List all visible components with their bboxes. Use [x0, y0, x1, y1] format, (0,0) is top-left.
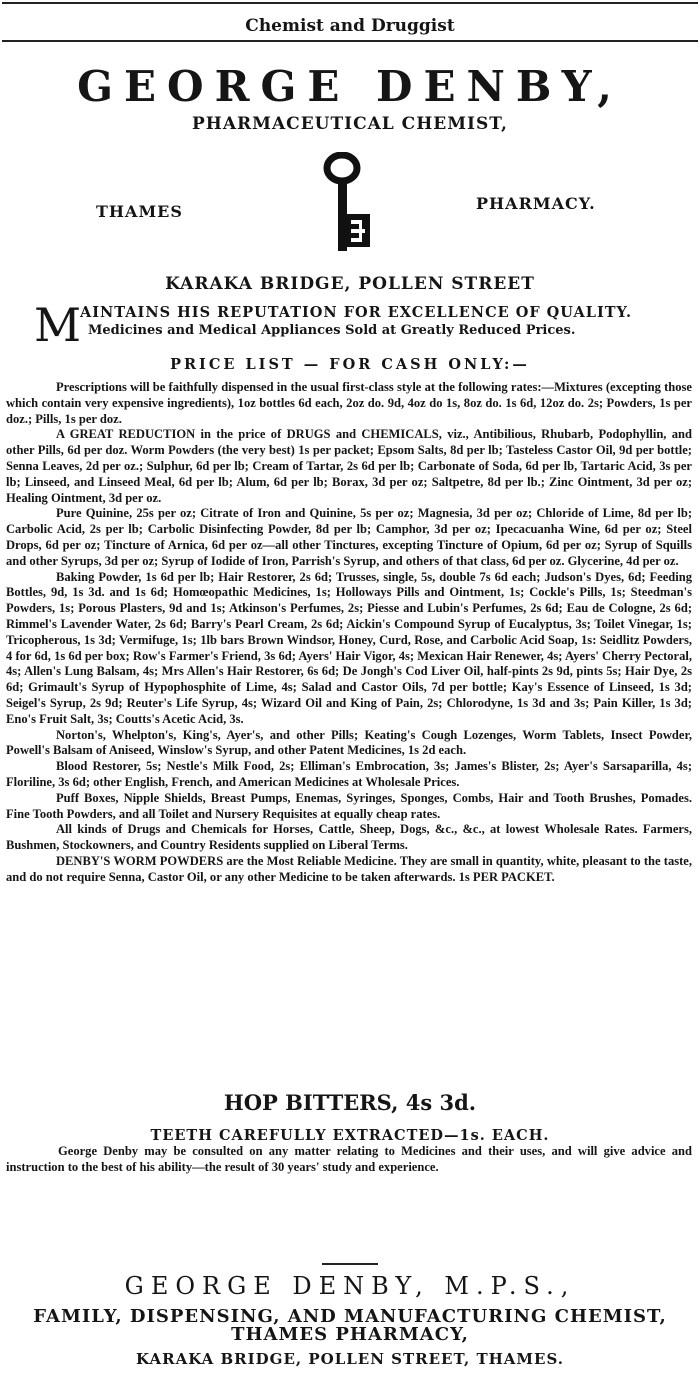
paragraph-reduction: A GREAT REDUCTION in the price of DRUGS and CHEMICALS, viz., Antibilious, Rhubarb, Podophyllin, and other Pills, 6d per doz. Worm Powders (the very best) 1s per packet; Epsom Salts, 8d per lb; Tasteless Castor Oil, 9d per bottle; Senna Leaves, 2d per oz.; Sulphur, 6d per lb; Cream of Tartar, 2s 6d per lb; Carbonate of Soda, 6d per lb, Tartaric Acid, 3s per lb; Linseed, and Linseed Meal, 6d per lb; Alum, 6d per lb; Borax, 3d per oz; Saltpetre, 8d per lb.; Zinc Ointment, 3d per oz; Healing Ointment, 3d per oz.	[6, 427, 692, 505]
header-rule	[2, 40, 698, 42]
paragraph-quinine: Pure Quinine, 25s per oz; Citrate of Iron and Quinine, 5s per oz; Magnesia, 3d per oz; Chloride of Lime, 8d per lb; Carbolic Acid, 2s per lb; Carbolic Disinfecting Powder, 8d per lb; Camphor, 3d per oz; Ipecacuanha Wine, 6d per oz; Steel Drops, 6d per oz; Tincture of Arnica, 6d per oz—all other Tinctures, excepting Tincture of Opium, 6d per oz; Syrup of Squills and other Syrups, 3d per oz; Syrup of Iodide of Iron, Parrish's Syrup, and others of that class, 6d per oz. Glycerine, 4d per oz.	[6, 506, 692, 568]
drop-cap: M	[34, 298, 82, 352]
price-list-body	[6, 380, 692, 886]
page-header-title: Chemist and Druggist	[245, 16, 455, 36]
consultation-paragraph	[6, 1144, 692, 1176]
paragraph-pills: Norton's, Whelpton's, King's, Ayer's, and other Pills; Keating's Cough Lozenges, Worm Tablets, Insect Powder, Powell's Balsam of Aniseed, Winslow's Syrup, and other Patent Medicines, 1s 2d each.	[6, 727, 692, 758]
address-heading: KARAKA BRIDGE, POLLEN STREET	[165, 274, 535, 294]
price-list-heading: PRICE LIST — FOR CASH ONLY:—	[170, 356, 530, 373]
paragraph-wholesale: All kinds of Drugs and Chemicals for Horses, Cattle, Sheep, Dogs, &c., &c., at lowest Wholesale Rates. Farmers, Bushmen, Stockowners, and Country Residents supplied on Liberal Terms.	[6, 822, 692, 853]
teeth-extraction-line: TEETH CAREFULLY EXTRACTED—1s. EACH.	[150, 1127, 550, 1144]
key-icon	[315, 152, 395, 256]
advertiser-name: GEORGE DENBY,	[77, 62, 623, 111]
paragraph-worm-powders: DENBY'S WORM POWDERS are the Most Reliable Medicine. They are small in quantity, white, pleasant to the taste, and do not require Senna, Castor Oil, or any other Medicine to be taken afterwards. 1s PER PACKET.	[6, 853, 692, 884]
paragraph-baking-powder: Baking Powder, 1s 6d per lb; Hair Restorer, 2s 6d; Trusses, single, 5s, double 7s 6d each; Judson's Dyes, 6d; Feeding Bottles, 9d, 1s 3d. and 1s 6d; Homœopathic Medicines, 1s; Holloways Pills and Ointment, 1s; Cockle's Pills, 1s; Steedman's Powders, 1s; Porous Plasters, 9d and 1s; Atkinson's Perfumes, 2s; Piesse and Lubin's Perfumes, 2s 6d; Eau de Cologne, 2s 6d; Rimmel's Lavender Water, 2s 6d; Barry's Pearl Cream, 2s 6d; Aickin's Compound Syrup of Eucalyptus, 3s; Toilet Vinegar, 1s; Tricopherous, 1s 3d; Vermifuge, 1s; 1lb bars Brown Windsor, Honey, Curd, Rose, and Carbolic Acid Soap, 1s: Seidlitz Powders, 4 for 6d, 1s 6d per box; Row's Farmer's Friend, 3s 6d; Ayers' Hair Vigor, 4s; Mexican Hair Renewer, 4s; Ayers' Cherry Pectoral, 4s; Allen's Lung Balsam, 4s; Mrs Allen's Hair Restorer, 6s 6d; De Jongh's Cod Liver Oil, half-pints 2s 9d, pints 5s; Hair Dye, 2s 6d; Grimault's Syrup of Hypophosphite of Lime, 4s; Salad and Castor Oils, 7d per bottle; Kay's Essence of Linseed, 1s 3d; Seigel's Syrup, 2s 9d; Reuter's Life Syrup, 4s; Wizard Oil and King of Pain, 2s; Chlorodyne, 1s 3d and 3s; Pain Killer, 1s 3d; Eno's Fruit Salt, 3s; Coutts's Acetic Acid, 3s.	[6, 569, 692, 726]
reduced-prices-line: Medicines and Medical Appliances Sold at Greatly Reduced Prices.	[88, 323, 576, 338]
top-rule	[2, 2, 698, 4]
footer-divider	[322, 1263, 378, 1265]
footer-line-pharmacy: THAMES PHARMACY,	[231, 1324, 469, 1345]
reputation-line: AINTAINS HIS REPUTATION FOR EXCELLENCE OF QUALITY.	[80, 304, 633, 321]
hop-bitters-line: HOP BITTERS, 4s 3d.	[223, 1090, 477, 1115]
profession-title: PHARMACEUTICAL CHEMIST,	[192, 114, 508, 134]
footer-name: GEORGE DENBY, M.P.S.,	[124, 1272, 576, 1300]
paragraph-toilet-requisites: Puff Boxes, Nipple Shields, Breast Pumps, Enemas, Syringes, Sponges, Combs, Hair and Tooth Brushes, Pomades. Fine Tooth Powders, and all Toilet and Nursery Requisites at equally cheap rates.	[6, 790, 692, 821]
pharmacy-word: PHARMACY.	[476, 194, 596, 213]
footer-line-address: KARAKA BRIDGE, POLLEN STREET, THAMES.	[136, 1350, 564, 1368]
footer-line-chemist: FAMILY, DISPENSING, AND MANUFACTURING CHEMIST,	[33, 1306, 667, 1327]
paragraph-prescriptions: Prescriptions will be faithfully dispensed in the usual first-class style at the following rates:—Mixtures (excepting those which contain very expensive ingredients), 1oz bottles 6d each, 2oz do. 9d, 4oz do 1s, 8oz do. 1s 6d, 12oz do. 2s; Powders, 1s per doz.; Pills, 1s per doz.	[6, 380, 692, 426]
thames-word: THAMES	[96, 202, 183, 221]
consultation-text: George Denby may be consulted on any matter relating to Medicines and their uses, and will give advice and instruction to the best of his ability—the result of 30 years' study and experience.	[6, 1144, 692, 1174]
paragraph-blood-restorer: Blood Restorer, 5s; Nestle's Milk Food, 2s; Elliman's Embrocation, 3s; James's Blister, 2s; Ayer's Sarsaparilla, 4s; Floriline, 3s 6d; other English, French, and American Medicines at Wholesale Prices.	[6, 759, 692, 789]
